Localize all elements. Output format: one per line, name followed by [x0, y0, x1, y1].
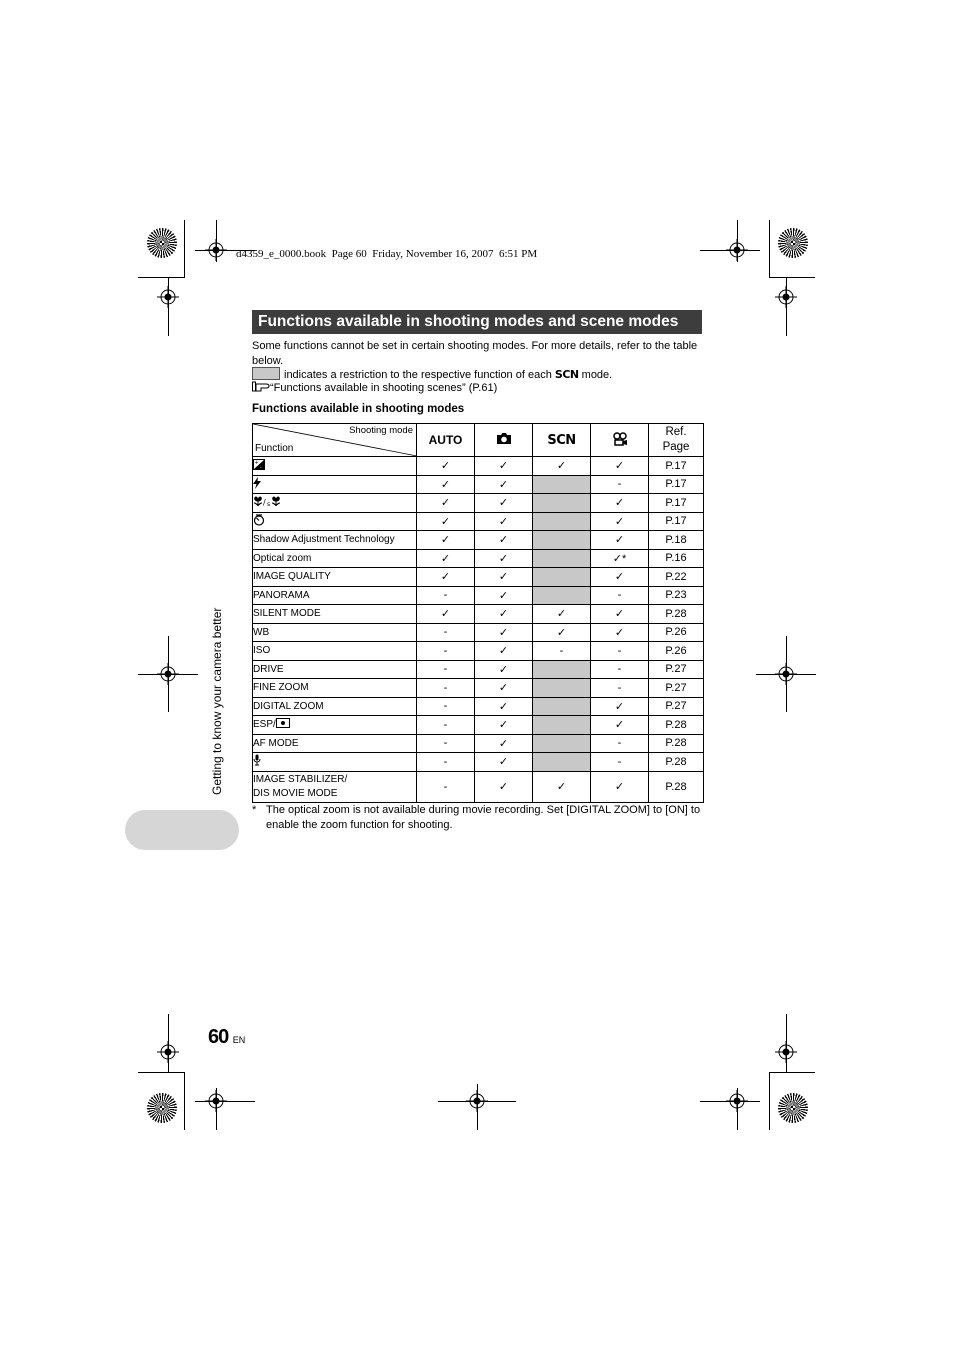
cell-ref: P.28 [649, 753, 704, 772]
col-header-program [475, 424, 533, 457]
functions-table [252, 423, 704, 803]
cell-auto: ✓ [417, 531, 475, 550]
footnote-text: The optical zoom is not available during movie recording. Set [DIGITAL ZOOM] to [ON] to enable the zoom function for shooting. [266, 804, 701, 831]
cell-movie: ✓ [591, 623, 649, 642]
cell-p: ✓ [475, 642, 533, 661]
function-cell: Shadow Adjustment Technology [253, 531, 417, 550]
cell-p: ✓ [475, 512, 533, 531]
cell-scn: - [533, 642, 591, 661]
cell-ref: P.22 [649, 568, 704, 587]
cell-ref: P.17 [649, 494, 704, 513]
col-header-auto: AUTO [417, 424, 475, 457]
cell-scn [533, 753, 591, 772]
function-cell: WB [253, 623, 417, 642]
cell-auto: - [417, 586, 475, 605]
table-row [253, 679, 704, 698]
cell-ref: P.27 [649, 660, 704, 679]
chapter-tab [125, 810, 239, 850]
table-row [253, 568, 704, 587]
function-cell [253, 512, 417, 531]
cell-auto: - [417, 642, 475, 661]
footnote [252, 803, 704, 833]
registration-rosette-icon [778, 1093, 808, 1123]
side-chapter-label: Getting to know your camera better [210, 607, 224, 795]
cell-movie: - [591, 642, 649, 661]
col-header-scn: SCN [533, 424, 591, 457]
table-row [253, 605, 704, 624]
movie-icon [612, 432, 628, 446]
cell-ref: P.27 [649, 697, 704, 716]
svg-text:s: s [267, 500, 271, 507]
cell-ref: P.28 [649, 716, 704, 735]
corner-bottom-label: Function [255, 443, 294, 454]
cell-p: ✓ [475, 697, 533, 716]
cell-p: ✓ [475, 457, 533, 476]
corner-header-cell [253, 424, 417, 457]
cell-ref: P.26 [649, 642, 704, 661]
function-cell: IMAGE STABILIZER/ DIS MOVIE MODE [253, 771, 417, 802]
cell-scn [533, 549, 591, 568]
function-cell: PANORAMA [253, 586, 417, 605]
microphone-icon [253, 758, 261, 769]
cell-movie: - [591, 660, 649, 679]
cell-movie: ✓ [591, 512, 649, 531]
cell-movie: ✓ [591, 716, 649, 735]
function-cell: FINE ZOOM [253, 679, 417, 698]
cell-auto: - [417, 716, 475, 735]
col-header-movie [591, 424, 649, 457]
cell-scn [533, 494, 591, 513]
table-row [253, 623, 704, 642]
table-row [253, 494, 704, 513]
reference-link[interactable]: “Functions available in shooting scenes” (P.61) [252, 381, 497, 396]
function-cell: DRIVE [253, 660, 417, 679]
svg-text:+: + [254, 459, 259, 466]
cell-scn [533, 512, 591, 531]
cell-ref: P.16 [649, 549, 704, 568]
table-row [253, 457, 704, 476]
cell-movie: - [591, 753, 649, 772]
cell-ref: P.27 [649, 679, 704, 698]
function-cell [253, 494, 417, 513]
corner-top-label: Shooting mode [349, 425, 413, 436]
table-row [253, 586, 704, 605]
cell-scn [533, 716, 591, 735]
shaded-swatch [252, 367, 280, 380]
table-row [253, 716, 704, 735]
cell-movie: ✓ [591, 771, 649, 802]
table-row [253, 660, 704, 679]
table-row [253, 642, 704, 661]
cell-auto: - [417, 623, 475, 642]
cell-ref: P.18 [649, 531, 704, 550]
table-header-row [253, 424, 704, 457]
cell-movie: ✓* [591, 549, 649, 568]
cell-p: ✓ [475, 753, 533, 772]
camera-icon [496, 432, 512, 445]
cell-scn: ✓ [533, 771, 591, 802]
cell-movie: ✓ [591, 697, 649, 716]
cell-auto: - [417, 734, 475, 753]
cell-auto: ✓ [417, 457, 475, 476]
restriction-note: indicates a restriction to the respective function of each SCN mode. [252, 367, 612, 383]
cell-p: ✓ [475, 475, 533, 494]
cell-auto: - [417, 697, 475, 716]
print-header: d4359_e_0000.book Page 60 Friday, November 16, 2007 6:51 PM [236, 248, 538, 260]
cell-auto: ✓ [417, 475, 475, 494]
cell-auto: ✓ [417, 512, 475, 531]
cell-p: ✓ [475, 549, 533, 568]
cell-movie: - [591, 679, 649, 698]
cell-auto: ✓ [417, 605, 475, 624]
cell-movie: - [591, 475, 649, 494]
cell-movie: ✓ [591, 457, 649, 476]
cell-scn [533, 660, 591, 679]
function-cell: SILENT MODE [253, 605, 417, 624]
function-cell: ISO [253, 642, 417, 661]
spot-metering-icon [276, 720, 290, 731]
flash-icon [253, 481, 261, 492]
cell-auto: - [417, 660, 475, 679]
cell-p: ✓ [475, 568, 533, 587]
function-cell [253, 457, 417, 476]
col-header-ref: Ref. Page [649, 424, 704, 457]
cell-ref: P.26 [649, 623, 704, 642]
table-row [253, 475, 704, 494]
cell-scn [533, 697, 591, 716]
registration-rosette-icon [147, 1093, 177, 1123]
cell-p: ✓ [475, 623, 533, 642]
table-heading: Functions available in shooting modes [252, 403, 465, 415]
intro-text: Some functions cannot be set in certain shooting modes. For more details, refer to the table below. [252, 340, 698, 367]
cell-auto: - [417, 679, 475, 698]
svg-text:/: / [263, 497, 266, 507]
cell-auto: ✓ [417, 549, 475, 568]
cell-auto: - [417, 753, 475, 772]
reference-pointer-icon [252, 381, 270, 392]
function-cell [253, 475, 417, 494]
cell-scn [533, 531, 591, 550]
function-cell: AF MODE [253, 734, 417, 753]
table-row [253, 753, 704, 772]
table-row [253, 549, 704, 568]
cell-p: ✓ [475, 716, 533, 735]
cell-auto: ✓ [417, 494, 475, 513]
footnote-mark: * [252, 804, 257, 816]
table-row [253, 734, 704, 753]
cell-movie: ✓ [591, 568, 649, 587]
cell-p: ✓ [475, 531, 533, 550]
table-row [253, 512, 704, 531]
function-cell: Optical zoom [253, 549, 417, 568]
cell-ref: P.28 [649, 734, 704, 753]
cell-scn [533, 679, 591, 698]
cell-p: ✓ [475, 660, 533, 679]
cell-p: ✓ [475, 605, 533, 624]
cell-p: ✓ [475, 586, 533, 605]
table-row [253, 531, 704, 550]
cell-p: ✓ [475, 679, 533, 698]
table-body [253, 457, 704, 803]
cell-scn: ✓ [533, 605, 591, 624]
function-cell: IMAGE QUALITY [253, 568, 417, 587]
cell-ref: P.17 [649, 475, 704, 494]
cell-scn [533, 475, 591, 494]
cell-ref: P.28 [649, 605, 704, 624]
function-cell [253, 753, 417, 772]
page-number: 60 EN [208, 1026, 246, 1048]
macro-supermacro-icon [253, 499, 281, 510]
cell-ref: P.17 [649, 512, 704, 531]
table-row [253, 697, 704, 716]
section-title: Functions available in shooting modes and scene modes [252, 310, 702, 334]
cell-movie: - [591, 734, 649, 753]
svg-text:-: - [260, 464, 262, 470]
cell-p: ✓ [475, 771, 533, 802]
table-row [253, 771, 704, 802]
self-timer-icon [253, 518, 265, 529]
cell-scn [533, 586, 591, 605]
registration-rosette-icon [778, 228, 808, 258]
exposure-compensation-icon [253, 459, 265, 473]
cell-movie: ✓ [591, 605, 649, 624]
scn-mode-icon: SCN [554, 368, 579, 381]
cell-ref: P.23 [649, 586, 704, 605]
cell-scn: ✓ [533, 457, 591, 476]
cell-auto: ✓ [417, 568, 475, 587]
cell-p: ✓ [475, 494, 533, 513]
cell-auto: - [417, 771, 475, 802]
cell-scn: ✓ [533, 623, 591, 642]
function-cell: ESP/ [253, 716, 417, 735]
cell-movie: - [591, 586, 649, 605]
cell-ref: P.28 [649, 771, 704, 802]
cell-movie: ✓ [591, 531, 649, 550]
registration-rosette-icon [147, 228, 177, 258]
cell-movie: ✓ [591, 494, 649, 513]
cell-scn [533, 734, 591, 753]
cell-ref: P.17 [649, 457, 704, 476]
function-cell: DIGITAL ZOOM [253, 697, 417, 716]
cell-p: ✓ [475, 734, 533, 753]
cell-scn [533, 568, 591, 587]
